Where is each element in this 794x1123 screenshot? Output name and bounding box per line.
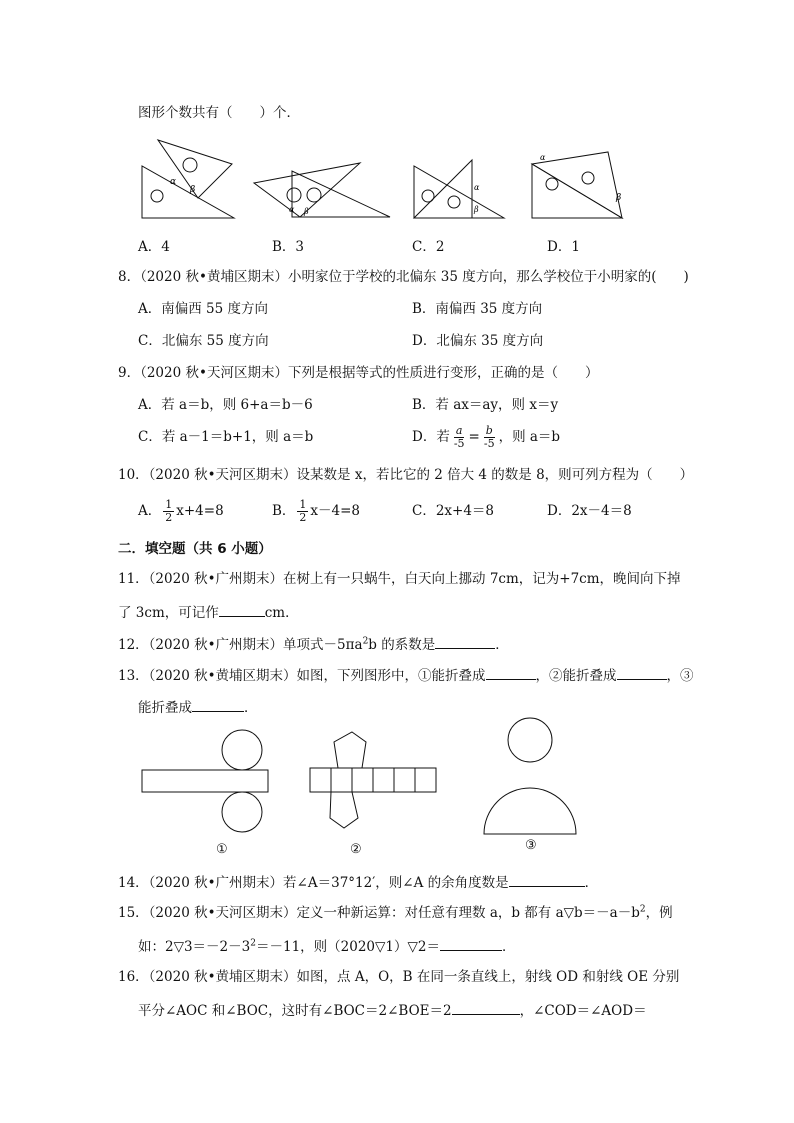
q10-option-d: D．2x－4＝8 [547, 503, 632, 519]
q10-a-den: 2 [165, 511, 173, 524]
q11-line2-a: 了 3cm，可记作 [118, 605, 219, 621]
q12-text-a: 12．（2020 秋•广州期末）单项式－5πa [118, 637, 363, 653]
q8-stem: 8．（2020 秋•黄埔区期末）小明家位于学校的北偏东 35 度方向，那么学校位于小明家的( ) [118, 269, 689, 285]
q13-figure-cylinder-net [140, 728, 270, 834]
q13-line2-b: ． [244, 700, 258, 716]
q14-text-a: 14．（2020 秋•广州期末）若∠A＝37°12′，则∠A 的余角度数是 [118, 875, 509, 891]
q8-option-c: C．北偏东 55 度方向 [138, 333, 269, 349]
q11-line2-b: cm． [264, 605, 299, 621]
q9-stem: 9．（2020 秋•天河区期末）下列是根据等式的性质进行变形，正确的是（ ） [118, 365, 599, 381]
q7-figure-3 [412, 158, 508, 222]
q16-line-1: 16．（2020 秋•黄埔区期末）如图，点 A，O，B 在同一条直线上，射线 OD 和射线 OE 分别 [118, 969, 680, 985]
q7-figure-2 [252, 155, 392, 225]
q15-line1-a: 15．（2020 秋•天河区期末）定义一种新运算：对任意有理数 a，b 都有 a▽b＝－a－b [118, 905, 640, 921]
q15-line-1 [118, 904, 673, 922]
q15-line1-b: ，例 [645, 905, 673, 921]
q8-option-a: A．南偏西 55 度方向 [138, 301, 269, 317]
q10-b-prefix: B． [272, 503, 296, 519]
q10-option-b [272, 495, 360, 527]
q13-line-2 [138, 697, 258, 717]
q13-line1-a: 13．（2020 秋•黄埔区期末）如图，下列图形中，①能折叠成 [118, 668, 486, 684]
q10-option-c: C．2x+4＝8 [412, 503, 495, 519]
q13-answer-blank-3[interactable] [192, 697, 244, 712]
q7-fig3-beta: β [474, 205, 479, 214]
q13-answer-blank-1[interactable] [486, 665, 536, 680]
q15-answer-blank[interactable] [440, 936, 502, 951]
q7-fig4-alpha: α [540, 153, 546, 162]
q15-line2-c: ． [501, 939, 516, 955]
q15-line2-b: ＝－11，则（2020▽1）▽2＝ [255, 939, 440, 955]
q13-line2-a: 能折叠成 [138, 700, 192, 716]
q7-option-a: A．4 [138, 239, 170, 255]
q15-line2-a: 如：2▽3＝－2－3 [138, 939, 251, 955]
q13-label-3: ③ [525, 838, 537, 853]
q9-d-fraction-1 [452, 425, 467, 450]
q16-line-2 [138, 1000, 647, 1020]
q13-label-2: ② [350, 842, 362, 857]
q10-a-rest: x+4=8 [176, 503, 224, 519]
q13-line-1 [118, 665, 694, 685]
q9-option-c: C．若 a－1＝b+1，则 a＝b [138, 429, 314, 445]
q10-a-fraction [163, 499, 174, 524]
q10-b-num: 1 [299, 498, 307, 511]
q9-d-frac2-den: -5 [483, 437, 495, 450]
q9-option-d [412, 421, 560, 453]
q10-a-prefix: A． [138, 503, 162, 519]
section-2-title: 二．填空题（共 6 小题） [118, 541, 272, 557]
q7-fig4-beta: β [616, 193, 622, 203]
q10-b-fraction [297, 499, 308, 524]
q9-option-b: B．若 ax＝ay，则 x＝y [412, 397, 559, 413]
q8-option-b: B．南偏西 35 度方向 [412, 301, 543, 317]
q11-answer-blank[interactable] [219, 602, 265, 617]
q11-line-2 [118, 602, 299, 622]
q15-line-2 [138, 936, 515, 956]
q10-b-rest: x－4=8 [310, 503, 361, 519]
q9-option-a: A．若 a＝b，则 6+a＝b－6 [138, 397, 313, 413]
q7-fig1-beta: β [190, 185, 196, 195]
q12-text-c: ． [495, 637, 509, 653]
q10-a-num: 1 [165, 498, 173, 511]
q7-figure-1 [140, 138, 240, 224]
q7-figure-4 [530, 148, 640, 222]
q7-option-b: B．3 [272, 239, 305, 255]
q13-figure-cone-net [482, 716, 582, 836]
q9-d-frac1-den: -5 [453, 437, 465, 450]
q14-text-b: ． [584, 875, 599, 891]
q9-d-prefix: D．若 [412, 429, 450, 445]
q7-fig2-beta: β [304, 207, 309, 216]
q15-sup-1: 2 [639, 904, 646, 915]
q8-option-d: D．北偏东 35 度方向 [412, 333, 544, 349]
q9-d-frac1-num: a [455, 424, 463, 437]
q10-b-den: 2 [299, 511, 307, 524]
q16-line2-a: 平分∠AOC 和∠BOC，这时有∠BOC＝2∠BOE＝2 [138, 1003, 452, 1019]
q9-d-fraction-2 [482, 425, 497, 450]
q9-d-eq: = [468, 429, 480, 445]
q15-sup-2: 2 [250, 938, 256, 949]
q14-answer-blank[interactable] [509, 872, 585, 887]
q10-option-a [138, 495, 224, 527]
q13-line1-c: ，③ [666, 668, 694, 684]
q13-line1-b: ，②能折叠成 [535, 668, 617, 684]
q9-d-suffix: ，则 a＝b [498, 429, 561, 445]
q7-option-d: D．1 [547, 239, 580, 255]
q7-fig1-alpha: α [170, 177, 177, 187]
q16-answer-blank-1[interactable] [452, 1000, 520, 1015]
q14-line [118, 872, 598, 892]
q7-option-c: C．2 [412, 239, 445, 255]
q11-line-1: 11．（2020 秋•广州期末）在树上有一只蜗牛，白天向上挪动 7cm，记为+7cm，晚间向下掉 [118, 571, 681, 587]
q7-fig2-alpha: α [289, 205, 295, 214]
q13-answer-blank-2[interactable] [617, 665, 667, 680]
q7-stem-tail: 图形个数共有（ ）个． [138, 105, 300, 121]
q12-line [118, 634, 509, 654]
q13-label-1: ① [216, 842, 228, 857]
q12-sup: 2 [362, 636, 369, 647]
q16-line2-b: ，∠COD＝∠AOD＝ [519, 1003, 647, 1019]
q12-text-b: b 的系数是 [368, 637, 436, 653]
q12-answer-blank[interactable] [435, 634, 495, 649]
q7-fig3-alpha: α [474, 183, 480, 192]
q10-stem: 10．（2020 秋•天河区期末）设某数是 x，若比它的 2 倍大 4 的数是 8，则可列方程为（ ） [118, 467, 694, 483]
q13-figure-prism-net [308, 730, 438, 830]
q9-d-frac2-num: b [485, 424, 493, 437]
